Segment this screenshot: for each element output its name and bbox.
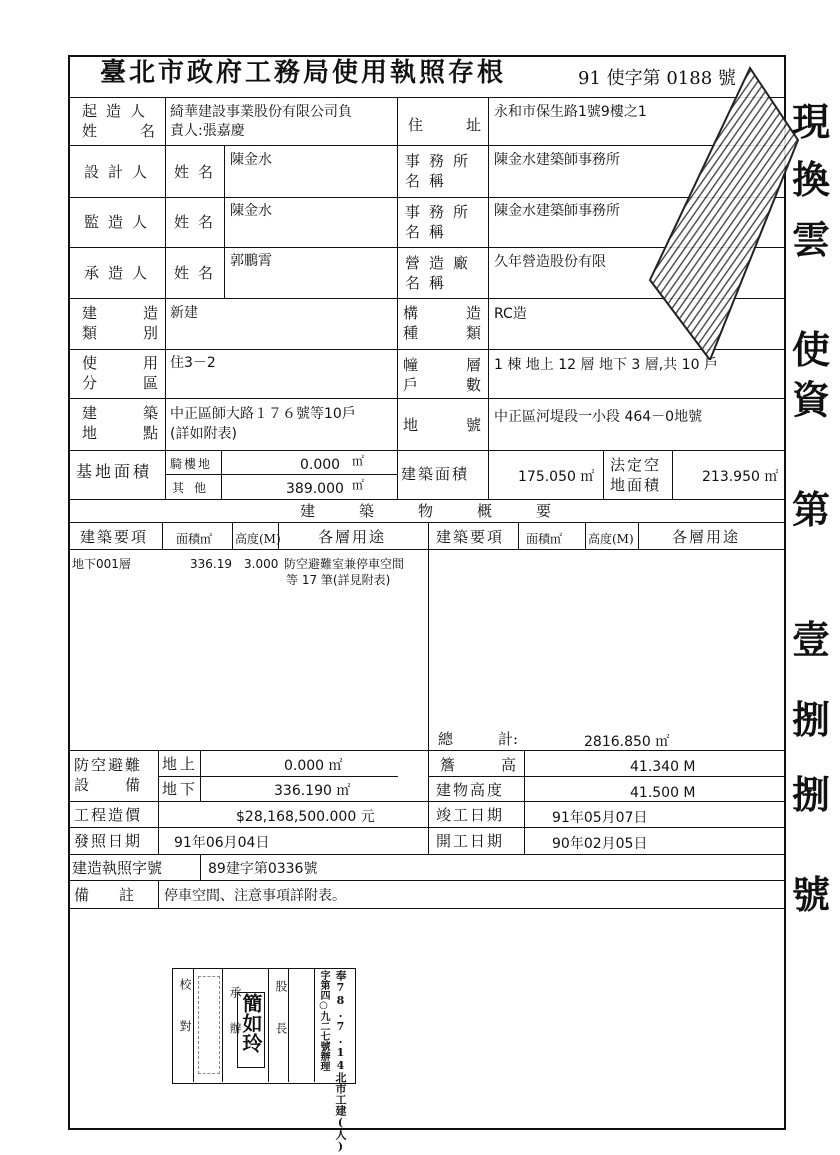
handler-seal: 簡如玲 — [237, 992, 265, 1068]
col-area-left: 面積㎡ — [176, 532, 213, 546]
rule — [200, 750, 201, 801]
location-label-2: 地點 — [82, 424, 158, 442]
rule — [397, 97, 398, 499]
total-label: 總 計: — [438, 730, 519, 748]
structure-type: RC造 — [494, 306, 527, 322]
rule — [428, 750, 429, 854]
page-title: 臺北市政府工務局使用執照存根 — [100, 58, 507, 88]
supervisor-name-label: 姓名 — [174, 213, 223, 231]
col-item-right: 建築要項 — [436, 528, 505, 546]
arcade-unit: ㎡ — [352, 454, 365, 468]
col-item-left: 建築要項 — [80, 528, 149, 546]
start-date-label: 開工日期 — [436, 832, 505, 850]
units-label-2: 戶數 — [403, 376, 481, 394]
start-date-value: 90年02月05日 — [552, 836, 648, 852]
contractor-office: 久年營造股份有限 — [494, 254, 606, 270]
contractor-office-label-2: 名稱 — [405, 274, 454, 292]
rule — [224, 145, 225, 298]
handled-label: 承辦 — [228, 986, 242, 1058]
issue-date-label: 發照日期 — [74, 832, 143, 850]
edge-char: 捌 — [792, 697, 831, 742]
issue-date-value: 91年06月04日 — [174, 835, 270, 851]
edge-char: 使 — [792, 327, 831, 372]
cost-value: $28,168,500.000 元 — [236, 809, 375, 825]
designer-office-label-1: 事務所 — [405, 152, 478, 170]
construction-type-label-1: 建造 — [82, 304, 158, 322]
rule — [314, 968, 315, 1082]
rule — [672, 450, 673, 499]
rule — [68, 854, 786, 855]
completion-label: 竣工日期 — [436, 806, 505, 824]
license-value: 89建字第0336號 — [208, 861, 318, 877]
builder-address: 永和市保生路1號9樓之1 — [494, 104, 647, 120]
row1-floor: 地下001層 — [72, 557, 131, 571]
rule — [165, 97, 166, 499]
stamp-side-text: 字第四○九二七號辦理 — [318, 970, 329, 1071]
construction-type-label-2: 類別 — [82, 324, 158, 342]
rule — [165, 474, 397, 475]
designer-name-label: 姓名 — [174, 163, 223, 181]
designer-office: 陳金水建築師事務所 — [494, 152, 620, 168]
col-height-left: 高度(M) — [235, 532, 281, 546]
structure-label-2: 種類 — [403, 324, 481, 342]
col-height-right: 高度(M) — [588, 532, 634, 546]
zoning-label-2: 分區 — [82, 374, 158, 392]
stamp-date-text: 奉78.7.14北市工建(人) — [334, 970, 347, 1153]
rule — [603, 450, 604, 499]
permit-number: 91 使字第 0188 號 — [578, 68, 736, 89]
building-height-value: 41.500 M — [630, 785, 696, 801]
rule — [428, 776, 786, 777]
contractor-office-label-1: 營造廠 — [405, 254, 478, 272]
edge-char: 捌 — [792, 772, 831, 817]
completion-value: 91年05月07日 — [552, 810, 648, 826]
rule — [68, 827, 786, 828]
rule — [68, 499, 786, 500]
rule — [488, 97, 489, 499]
rule — [68, 880, 786, 881]
arcade-value: 0.000 — [300, 457, 341, 473]
edge-char: 資 — [792, 377, 831, 422]
overlay-stamp-mark — [640, 60, 800, 360]
other-unit: ㎡ — [352, 478, 365, 492]
col-use-right: 各層用途 — [672, 528, 741, 546]
lot-label: 地號 — [403, 416, 481, 434]
rule — [585, 522, 586, 549]
location-value-line1: 中正區師大路１７６號等10戶 — [170, 406, 356, 422]
total-value: 2816.850 ㎡ — [584, 734, 670, 750]
designer-office-label-2: 名稱 — [405, 172, 454, 190]
supervisor-office: 陳金水建築師事務所 — [494, 203, 620, 219]
rule — [518, 522, 519, 549]
site-area-label: 基地面積 — [76, 462, 153, 481]
open-space-value: 213.950 ㎡ — [702, 469, 779, 485]
building-area-value: 175.050 ㎡ — [518, 469, 595, 485]
edge-char: 號 — [792, 872, 831, 917]
rule — [68, 522, 786, 523]
shelter-label-1: 防空避難 — [74, 756, 143, 774]
shelter-below-label: 地下 — [162, 780, 199, 798]
edge-char: 第 — [792, 487, 831, 532]
rule — [200, 854, 201, 880]
col-use-left: 各層用途 — [318, 528, 387, 546]
address-label: 住 址 — [408, 116, 496, 134]
edge-char: 壹 — [792, 617, 831, 662]
other-label: 其他 — [172, 481, 217, 495]
supervisor-office-label-2: 名稱 — [405, 223, 454, 241]
rule — [68, 398, 786, 399]
edge-char: 換 — [792, 157, 831, 202]
row1-height: 3.000 — [244, 557, 279, 571]
builder-label: 起造人 — [82, 102, 155, 120]
overview-title: 建築物概要 — [300, 502, 596, 520]
rule — [222, 968, 223, 1082]
rule — [162, 522, 163, 549]
contractor-name: 郭鵬霄 — [230, 253, 272, 269]
shelter-label-2: 設 備 — [74, 776, 143, 794]
arcade-label: 騎樓地 — [170, 457, 213, 471]
contractor-role-label: 承造人 — [84, 264, 157, 282]
rule — [638, 522, 639, 549]
building-height-label: 建物高度 — [436, 781, 505, 799]
remarks-label: 備 註 — [74, 886, 135, 904]
remarks-value: 停車空間、注意事項詳附表。 — [164, 888, 346, 904]
rule — [428, 522, 429, 750]
rule — [68, 750, 786, 751]
supervisor-name: 陳金水 — [230, 203, 272, 219]
rule — [524, 750, 525, 854]
designer-name: 陳金水 — [230, 152, 272, 168]
shelter-above-value: 0.000 ㎡ — [284, 758, 343, 774]
license-label: 建造執照字號 — [72, 859, 163, 877]
check-label: 校對 — [178, 978, 192, 1062]
building-area-label: 建築面積 — [401, 465, 470, 483]
edge-char: 現 — [792, 99, 831, 144]
units-label-1: 幢層 — [403, 356, 481, 374]
designer-role-label: 設計人 — [84, 163, 157, 181]
other-value: 389.000 — [286, 481, 344, 497]
structure-label-1: 構造 — [403, 304, 481, 322]
rule — [68, 450, 786, 451]
contractor-name-label: 姓名 — [174, 264, 223, 282]
location-label-1: 建築 — [82, 404, 158, 422]
rule — [68, 908, 786, 909]
rule — [68, 549, 786, 550]
construction-type: 新建 — [170, 305, 198, 321]
col-area-right: 面積㎡ — [526, 532, 563, 546]
cost-label: 工程造價 — [74, 806, 143, 824]
lot-value: 中正區河堤段一小段 464－0地號 — [494, 409, 703, 425]
row1-area: 336.19 — [190, 557, 232, 571]
units-value: 1 棟 地上 12 層 地下 3 層,共 10 戶 — [494, 357, 718, 373]
builder-name-line1: 綺華建設事業股份有限公司負 — [170, 104, 352, 120]
rule — [158, 750, 159, 854]
section-chief-label: 股長 — [274, 980, 288, 1064]
eave-value: 41.340 M — [630, 759, 696, 775]
zoning-value: 住3－2 — [170, 355, 216, 371]
rule — [268, 968, 269, 1082]
builder-name-line2: 責人:張嘉慶 — [170, 123, 245, 139]
shelter-below-value: 336.190 ㎡ — [274, 783, 351, 799]
row1-use-line1: 防空避難室兼停車空間 — [284, 557, 405, 571]
rule — [232, 522, 233, 549]
rule — [158, 880, 159, 908]
rule — [158, 776, 398, 777]
shelter-above-label: 地上 — [162, 755, 199, 773]
zoning-label-1: 使用 — [82, 354, 158, 372]
edge-char: 雲 — [792, 217, 831, 262]
row1-use-line2: 等 17 筆(詳見附表) — [286, 573, 391, 587]
open-space-label-1: 法定空 — [610, 456, 662, 474]
supervisor-office-label-1: 事務所 — [405, 203, 478, 221]
supervisor-role-label: 監造人 — [84, 213, 157, 231]
open-space-label-2: 地面積 — [610, 476, 662, 494]
check-seal — [198, 976, 220, 1074]
rule — [221, 450, 222, 499]
builder-label-2: 姓 名 — [82, 122, 170, 140]
location-value-line2: (詳如附表) — [170, 426, 237, 442]
eave-label: 簷高 — [440, 756, 516, 774]
